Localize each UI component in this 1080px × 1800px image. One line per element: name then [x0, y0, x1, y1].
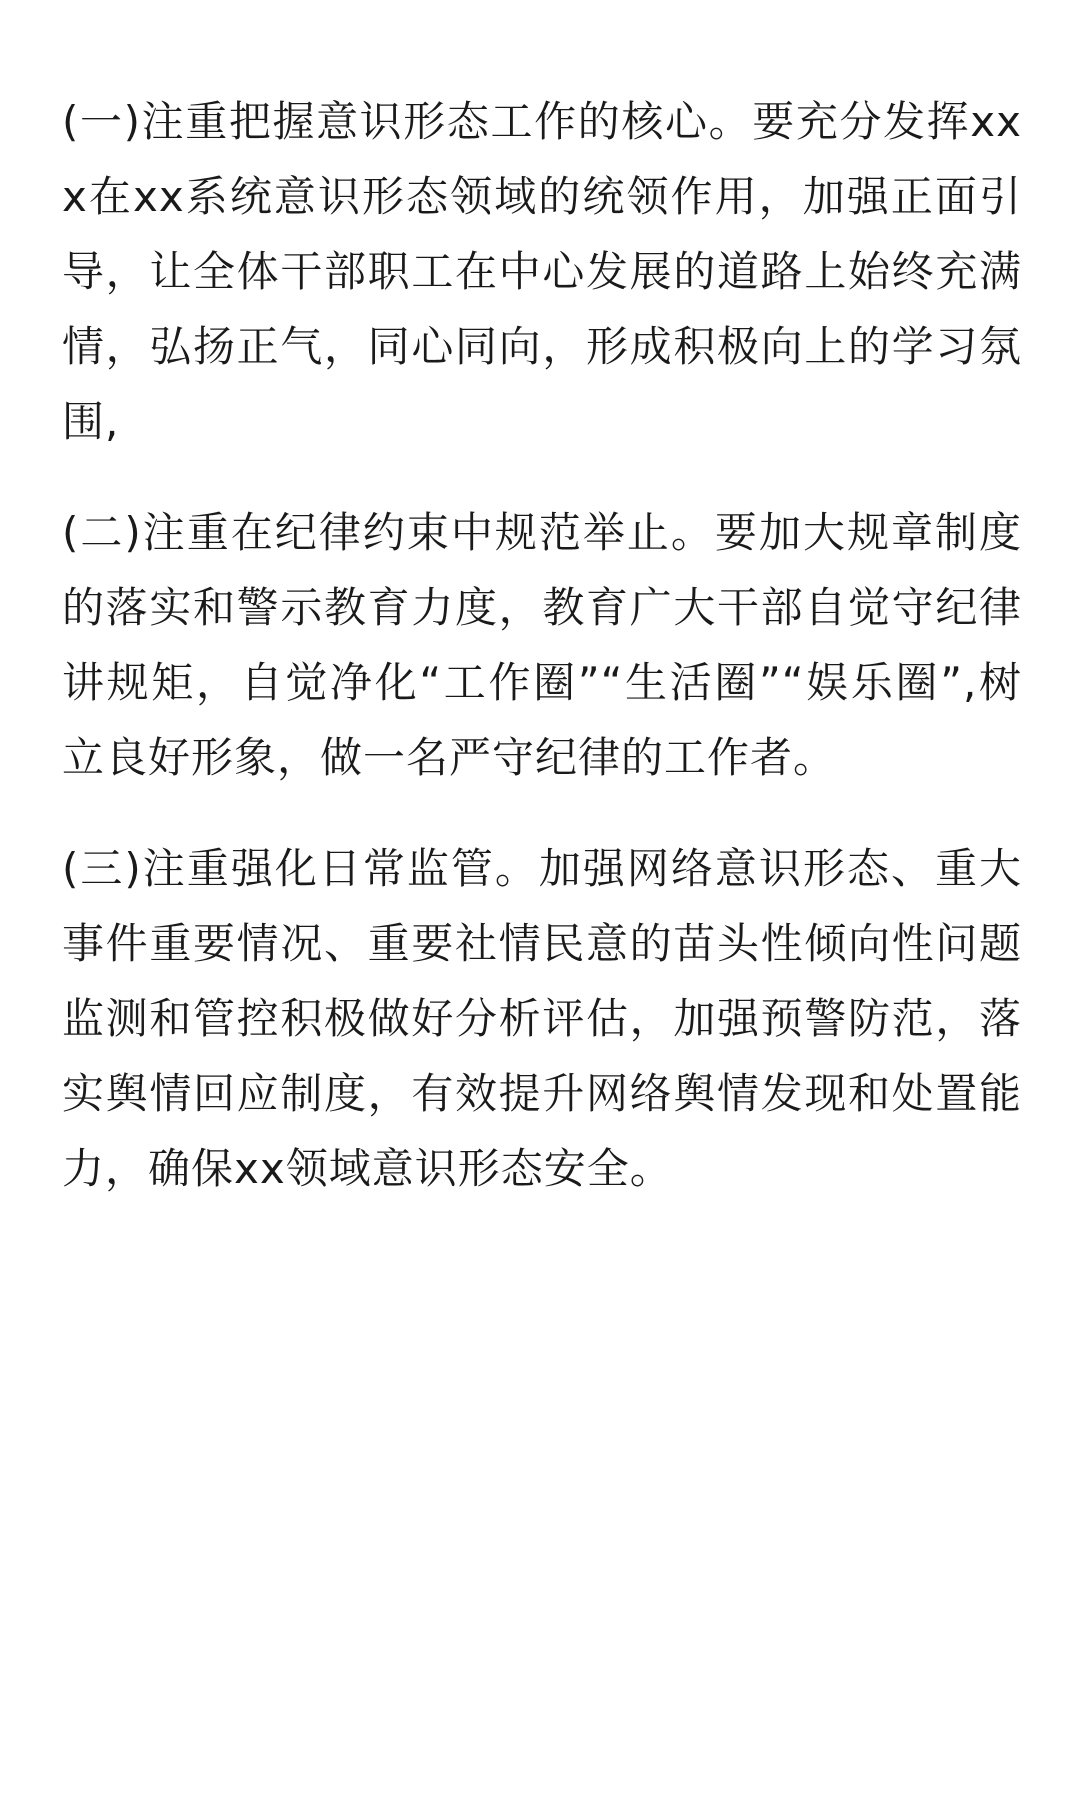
paragraph-1: (一)注重把握意识形态工作的核心。要充分发挥xxx在xx系统意识形态领域的统领作用，加强正面引导，让全体干部职工在中心发展的道路上始终充满情，弘扬正气，同心同向，形成积极向上的学习氛围, [62, 97, 1022, 446]
paragraph-2: (二)注重在纪律约束中规范举止。要加大规章制度的落实和警示教育力度，教育广大干部自觉守纪律讲规矩，自觉净化“工作圈”“生活圈”“娱乐圈”,树立良好形象，做一名严守纪律的工作者。 [62, 508, 1022, 782]
document-body [62, 84, 1022, 1242]
paragraph-3: (三)注重强化日常监管。加强网络意识形态、重大事件重要情况、重要社情民意的苗头性倾向性问题监测和管控积极做好分析评估，加强预警防范，落实舆情回应制度，有效提升网络舆情发现和处置能力，确保xx领域意识形态安全。 [62, 844, 1022, 1193]
